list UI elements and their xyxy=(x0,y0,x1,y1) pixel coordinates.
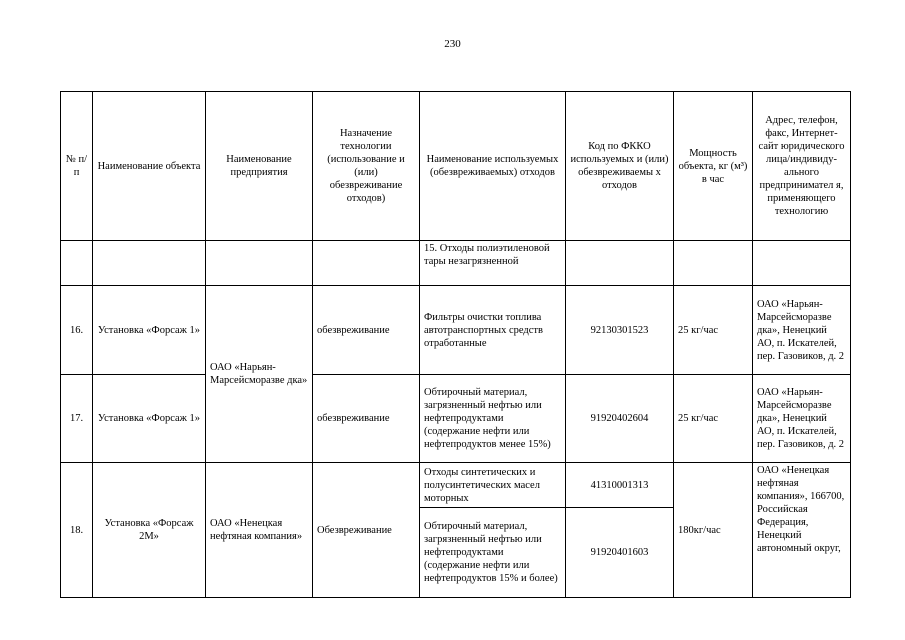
purpose-cell: обезвреживание xyxy=(313,286,420,375)
waste-cell: Отходы синтетических и полусинтетических масел моторных xyxy=(420,463,566,508)
fkko-code-cell: 91920401603 xyxy=(566,508,674,598)
row-number: 17. xyxy=(61,375,93,463)
table-row xyxy=(61,375,851,463)
capacity-cell: 25 кг/час xyxy=(674,375,753,463)
waste-cell: Обтирочный материал, загрязненный нефтью или нефтепродуктами (содержание нефти или нефтепродуктов 15% и более) xyxy=(420,508,566,598)
capacity-cell: 25 кг/час xyxy=(674,286,753,375)
header-fkko-code: Код по ФККО используемых и (или) обезвреживаемы х отходов xyxy=(566,92,674,241)
fkko-code-cell: 91920402604 xyxy=(566,375,674,463)
object-name-cell: Установка «Форсаж 2М» xyxy=(93,463,206,598)
address-cell: ОАО «Нарьян-Марсейсморазве дка», Ненецкий АО, п. Искателей, пер. Газовиков, д. 2 xyxy=(753,375,851,463)
header-capacity: Мощность объекта, кг (м³) в час xyxy=(674,92,753,241)
purpose-cell: обезвреживание xyxy=(313,375,420,463)
table-row xyxy=(61,286,851,375)
header-row xyxy=(61,92,851,241)
enterprise-name-cell: ОАО «Нарьян-Марсейсморазве дка» xyxy=(206,286,313,463)
row-number: 18. xyxy=(61,463,93,598)
fkko-code-cell: 92130301523 xyxy=(566,286,674,375)
capacity-cell: 180кг/час xyxy=(674,463,753,598)
header-waste-name: Наименование используемых (обезвреживаемых) отходов xyxy=(420,92,566,241)
header-num: № п/п xyxy=(61,92,93,241)
header-address: Адрес, телефон, факс, Интернет-сайт юридического лица/индивиду-ального предпринимател я, применяющего технологию xyxy=(753,92,851,241)
row-number: 16. xyxy=(61,286,93,375)
waste-cell: Фильтры очистки топлива автотранспортных средств отработанные xyxy=(420,286,566,375)
object-name-cell: Установка «Форсаж 1» xyxy=(93,286,206,375)
address-cell: ОАО «Ненецкая нефтяная компания», 166700, Российская Федерация, Ненецкий автономный округ, xyxy=(753,463,851,598)
table-row xyxy=(61,463,851,508)
enterprise-name-cell: ОАО «Ненецкая нефтяная компания» xyxy=(206,463,313,598)
technology-table xyxy=(60,91,851,598)
waste-cell: Обтирочный материал, загрязненный нефтью или нефтепродуктами (содержание нефти или нефтепродуктов менее 15%) xyxy=(420,375,566,463)
header-enterprise-name: Наименование предприятия xyxy=(206,92,313,241)
object-name-cell: Установка «Форсаж 1» xyxy=(93,375,206,463)
table-row xyxy=(61,241,851,286)
waste-cell: 15. Отходы полиэтиленовой тары незагрязненной xyxy=(420,241,566,286)
address-cell: ОАО «Нарьян-Марсейсморазве дка», Ненецкий АО, п. Искателей, пер. Газовиков, д. 2 xyxy=(753,286,851,375)
purpose-cell: Обезвреживание xyxy=(313,463,420,598)
page-number: 230 xyxy=(444,38,461,50)
header-purpose: Назначение технологии (использование и (или) обезвреживание отходов) xyxy=(313,92,420,241)
header-object-name: Наименование объекта xyxy=(93,92,206,241)
fkko-code-cell: 41310001313 xyxy=(566,463,674,508)
